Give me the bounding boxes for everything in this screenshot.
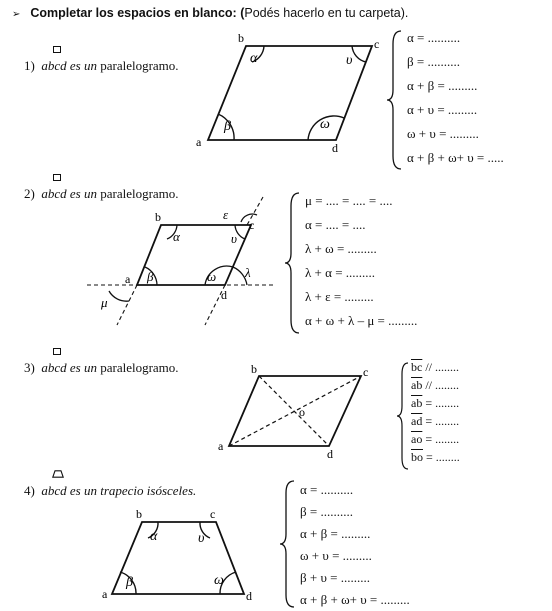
ex1-figure-name: abcd bbox=[41, 58, 66, 74]
ex2-angle-epsilon: ε bbox=[223, 207, 229, 222]
ex2-answers bbox=[305, 193, 505, 333]
ex2-answer: α = .... = .... bbox=[305, 217, 366, 232]
ex4-angle-alpha: α bbox=[150, 529, 158, 544]
ex2-answer: μ = .... = .... = .... bbox=[305, 193, 393, 208]
ex3-vertex-c: c bbox=[363, 365, 369, 379]
ex4-answer: β + υ = ......... bbox=[300, 570, 370, 585]
ex2-statement: 2) abcd es un paralelogramo. bbox=[24, 186, 179, 202]
ex2-angle-mu: μ bbox=[101, 295, 108, 310]
instruction-rest: Podés hacerlo en tu carpeta). bbox=[244, 6, 409, 20]
ex3-answer: $\overline{ab}$ = ........ bbox=[411, 396, 460, 410]
ex4-brace bbox=[278, 478, 298, 610]
trapezoid-symbol-icon bbox=[52, 470, 64, 478]
ex2-answer: λ + ε = ......... bbox=[305, 289, 374, 304]
ex1-vertex-a: a bbox=[196, 135, 202, 149]
ex3-vertex-d: d bbox=[327, 447, 333, 461]
ex4-statement: 4) abcd es un trapecio isósceles. bbox=[24, 483, 196, 499]
ex2-angle-alpha: α bbox=[173, 229, 180, 244]
ex3-answer: $\overline{ad}$ = ........ bbox=[411, 414, 460, 428]
square-symbol-icon bbox=[53, 174, 61, 181]
ex4-vertex-d: d bbox=[246, 589, 252, 602]
ex4-vertex-b: b bbox=[136, 508, 142, 521]
ex4-trapezoid-figure bbox=[100, 508, 260, 602]
instruction-paren: ( bbox=[240, 6, 245, 20]
ex4-answer: β = .......... bbox=[300, 504, 353, 519]
ex2-angle-upsilon: υ bbox=[231, 231, 237, 246]
ex1-vertex-b: b bbox=[238, 31, 244, 45]
ex1-parallelogram-figure bbox=[190, 30, 390, 155]
ex1-answer: β = .......... bbox=[407, 54, 460, 69]
ex2-answer: α + ω + λ – μ = ......... bbox=[305, 313, 418, 328]
ex4-answer: α + β = ......... bbox=[300, 526, 371, 541]
ex4-answer: ω + υ = ......... bbox=[300, 548, 372, 563]
ex2-vertex-d: d bbox=[221, 288, 227, 302]
ex1-angle-beta: β bbox=[224, 119, 231, 134]
ex3-answer: $\overline{ao}$ = ........ bbox=[411, 432, 460, 446]
ex3-answer: $\overline{bo}$ = ........ bbox=[411, 450, 460, 464]
ex1-statement: 1) abcd es un paralelogramo. bbox=[24, 58, 179, 74]
ex4-angle-omega: ω bbox=[214, 573, 224, 588]
ex1-answers bbox=[407, 30, 547, 170]
ex4-vertex-c: c bbox=[210, 508, 216, 521]
ex3-figure-name: abcd bbox=[41, 360, 66, 376]
ex1-answer: α + β = ......... bbox=[407, 78, 478, 93]
ex1-vertex-c: c bbox=[374, 37, 380, 51]
ex1-angle-omega: ω bbox=[320, 117, 330, 132]
ex1-answer: ω + υ = ......... bbox=[407, 126, 479, 141]
ex2-brace bbox=[283, 190, 303, 336]
ex2-parallelogram-figure bbox=[85, 195, 275, 335]
ex4-answers bbox=[300, 482, 500, 610]
ex1-answer: α + υ = ......... bbox=[407, 102, 478, 117]
ex1-answer: α = .......... bbox=[407, 30, 461, 45]
ex1-angle-upsilon: υ bbox=[346, 53, 353, 68]
instruction-header bbox=[12, 6, 408, 20]
ex1-brace bbox=[385, 28, 405, 172]
square-symbol-icon bbox=[53, 46, 61, 53]
ex2-angle-lambda: λ bbox=[245, 265, 251, 280]
ex4-answer: α + β + ω+ υ = ......... bbox=[300, 592, 410, 607]
ex4-figure-name: abcd bbox=[41, 483, 66, 499]
ex3-answer: $\overline{bc}$ // ........ bbox=[411, 360, 459, 374]
ex3-answer: $\overline{ab}$ // ........ bbox=[411, 378, 459, 392]
square-symbol-icon bbox=[53, 348, 61, 355]
ex3-vertex-a: a bbox=[218, 439, 224, 453]
ex3-center-o: o bbox=[299, 405, 305, 419]
arrow-bullet-icon: ➢ bbox=[12, 9, 21, 20]
ex1-vertex-d: d bbox=[332, 141, 338, 155]
ex4-answer: α = .......... bbox=[300, 482, 354, 497]
ex2-vertex-a: a bbox=[125, 272, 131, 286]
ex2-answer: λ + ω = ......... bbox=[305, 241, 377, 256]
ex3-parallelogram-figure bbox=[215, 362, 375, 462]
ex4-vertex-a: a bbox=[102, 587, 108, 601]
ex2-angle-beta: β bbox=[147, 269, 154, 284]
ex4-angle-upsilon: υ bbox=[198, 531, 205, 546]
ex1-answer: α + β + ω+ υ = ..... bbox=[407, 150, 504, 165]
ex2-angle-omega: ω bbox=[207, 269, 217, 284]
ex2-vertex-c: c bbox=[249, 218, 255, 232]
ex4-angle-beta: β bbox=[126, 575, 133, 590]
ex3-brace bbox=[395, 360, 411, 472]
ex3-vertex-b: b bbox=[251, 362, 257, 376]
ex2-vertex-b: b bbox=[155, 210, 161, 224]
ex2-figure-name: abcd bbox=[41, 186, 66, 202]
ex3-statement: 3) abcd es un paralelogramo. bbox=[24, 360, 179, 376]
ex1-angle-alpha: α bbox=[250, 51, 258, 66]
instruction-bold: Completar los espacios en blanco: bbox=[30, 6, 237, 20]
ex3-answers bbox=[411, 360, 511, 472]
ex2-answer: λ + α = ......... bbox=[305, 265, 376, 280]
